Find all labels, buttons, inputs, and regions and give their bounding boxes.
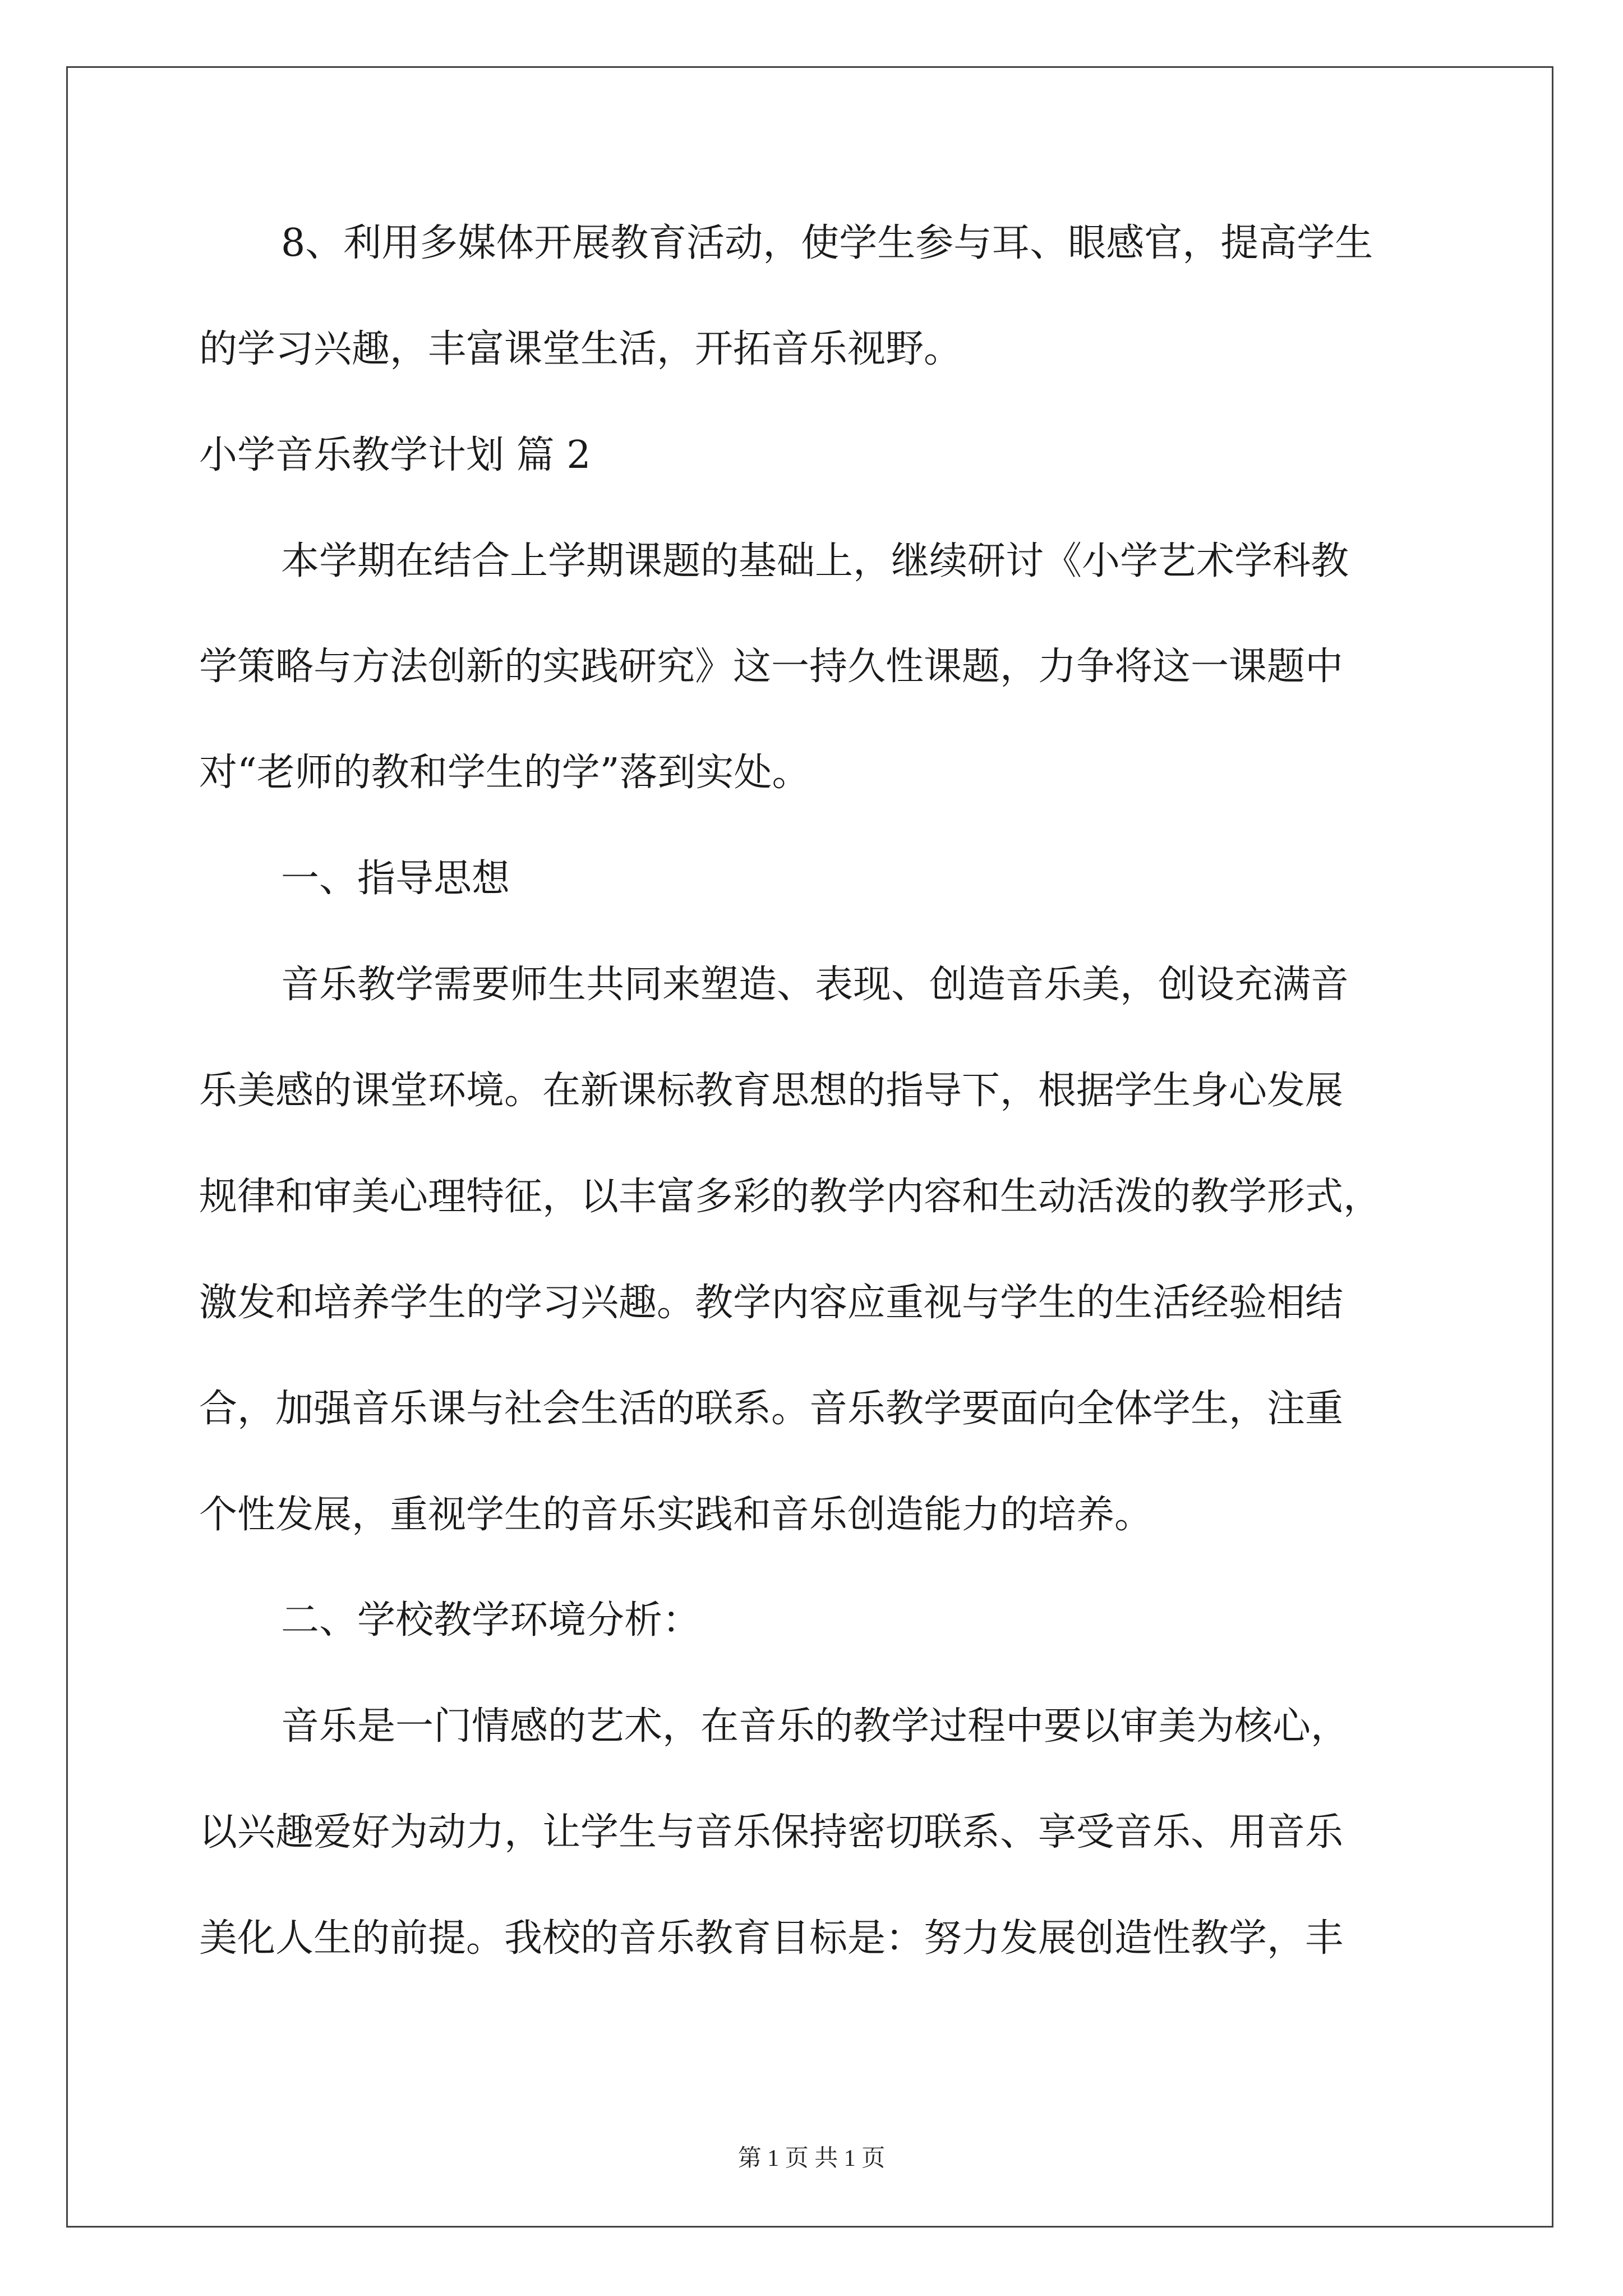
text-line: 规律和审美心理特征，以丰富多彩的教学内容和生动活泼的教学形式， <box>199 1175 1382 1219</box>
text-line: 音乐教学需要师生共同来塑造、表现、创造音乐美，创设充满音 <box>281 963 1349 1007</box>
text-line: 个性发展，重视学生的音乐实践和音乐创造能力的培养。 <box>199 1493 1153 1537</box>
text-line: 音乐是一门情感的艺术，在音乐的教学过程中要以审美为核心， <box>281 1704 1349 1749</box>
subheading: 一、指导思想 <box>281 857 510 901</box>
page-border <box>66 66 1553 2228</box>
text-line: 本学期在结合上学期课题的基础上，继续研讨《小学艺术学科教 <box>281 539 1349 583</box>
text-line: 合，加强音乐课与社会生活的联系。音乐教学要面向全体学生，注重 <box>199 1387 1344 1431</box>
subheading: 二、学校教学环境分析： <box>281 1598 701 1642</box>
text-line: 8、利用多媒体开展教育活动，使学生参与耳、眼感官，提高学生 <box>281 221 1373 265</box>
text-line: 的学习兴趣，丰富课堂生活，开拓音乐视野。 <box>199 327 962 371</box>
text-line: 乐美感的课堂环境。在新课标教育思想的指导下，根据学生身心发展 <box>199 1069 1344 1113</box>
text-line: 美化人生的前提。我校的音乐教育目标是：努力发展创造性教学，丰 <box>199 1916 1344 1961</box>
text-line: 激发和培养学生的学习兴趣。教学内容应重视与学生的生活经验相结 <box>199 1281 1344 1325</box>
text-line: 学策略与方法创新的实践研究》这一持久性课题，力争将这一课题中 <box>199 645 1344 689</box>
section-heading: 小学音乐教学计划 篇 2 <box>199 433 591 477</box>
page-footer: 第 1 页 共 1 页 <box>737 2146 886 2171</box>
text-line: 对“老师的教和学生的学”落到实处。 <box>199 751 810 795</box>
text-line: 以兴趣爱好为动力，让学生与音乐保持密切联系、享受音乐、用音乐 <box>199 1810 1344 1855</box>
